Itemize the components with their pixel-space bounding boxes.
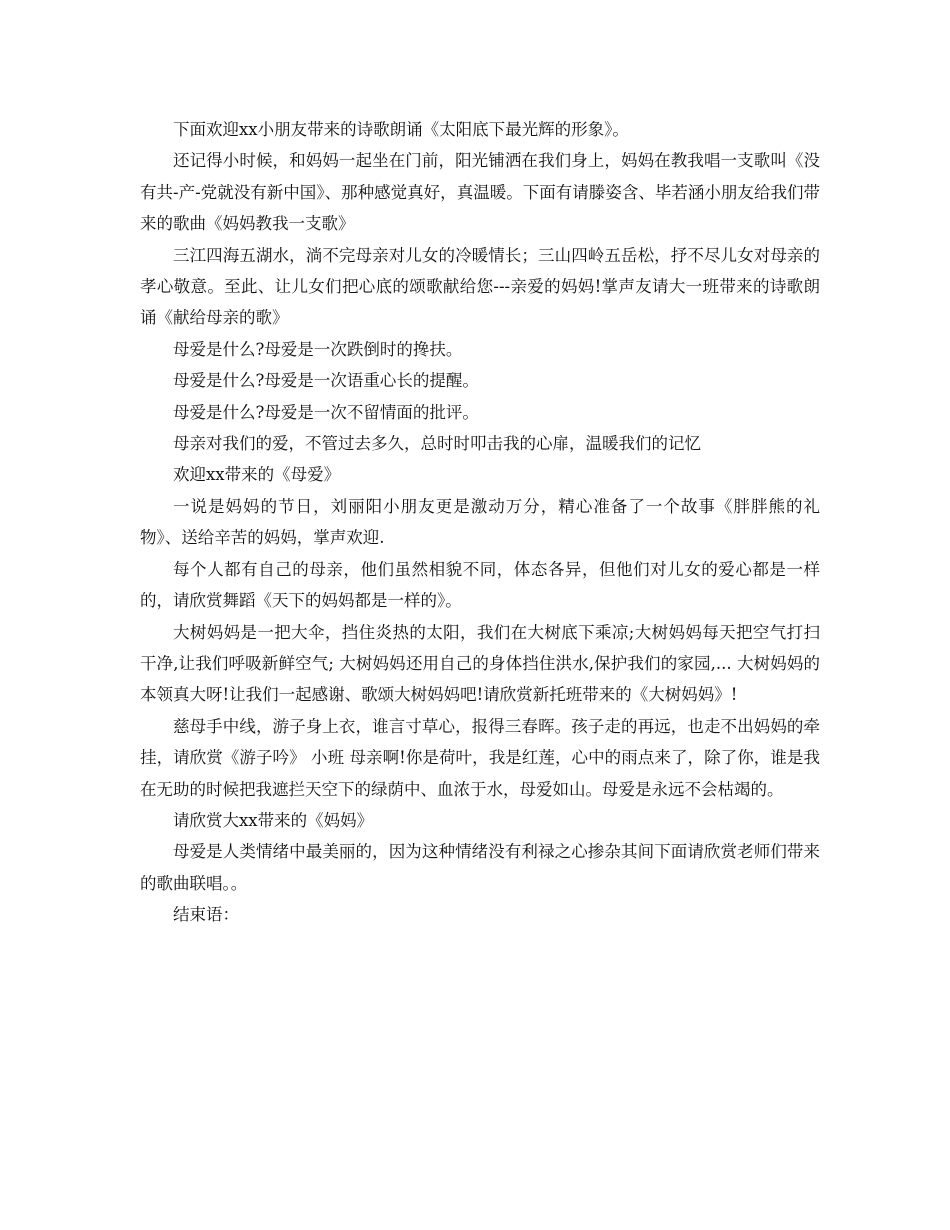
paragraph: 每个人都有自己的母亲，他们虽然相貌不同，体态各异，但他们对儿女的爱心都是一样的，请欣赏舞蹈《天下的妈妈都是一样的》。	[140, 559, 820, 611]
paragraph: 三江四海五湖水，淌不完母亲对儿女的冷暖情长；三山四岭五岳松，抒不尽儿女对母亲的孝心敬意。至此、让儿女们把心底的颂歌献给您---亲爱的妈妈!掌声友请大一班带来的诗歌朗诵《献给母亲的歌》	[140, 245, 820, 328]
closing-heading: 结束语：	[173, 905, 239, 925]
paragraph: 大树妈妈是一把大伞，挡住炎热的太阳，我们在大树底下乘凉;大树妈妈每天把空气打扫干净,让我们呼吸新鲜空气; 大树妈妈还用自己的身体挡住洪水,保护我们的家园,... 大树妈妈的本领真大呀!让我们一起感谢、歌颂大树妈妈吧!请欣赏新托班带来的《大树妈妈》!	[140, 622, 820, 705]
paragraph: 慈母手中线，游子身上衣，谁言寸草心，报得三春晖。孩子走的再远，也走不出妈妈的牵挂，请欣赏《游子吟》 小班 母亲啊!你是荷叶，我是红莲，心中的雨点来了，除了你，谁是我在无助的时候把我遮拦天空下的绿荫中、血浓于水，母爱如山。母爱是永远不会枯竭的。	[140, 716, 820, 799]
paragraph: 一说是妈妈的节日，刘丽阳小朋友更是激动万分，精心准备了一个故事《胖胖熊的礼物》、送给辛苦的妈妈，掌声欢迎.	[140, 496, 820, 548]
paragraph: 母爱是什么?母爱是一次语重心长的提醒。	[173, 371, 479, 391]
paragraph: 欢迎xx带来的《母爱》	[173, 465, 341, 485]
paragraph: 母爱是什么?母爱是一次不留情面的批评。	[173, 402, 479, 422]
paragraph: 母爱是人类情绪中最美丽的，因为这种情绪没有利禄之心掺杂其间下面请欣赏老师们带来的歌曲联唱。。	[140, 842, 820, 893]
paragraph: 下面欢迎xx小朋友带来的诗歌朗诵《太阳底下最光辉的形象》。	[173, 120, 629, 139]
document-body	[140, 114, 820, 931]
paragraph: 母亲对我们的爱，不管过去多久，总时时叩击我的心扉，温暖我们的记忆	[173, 434, 701, 454]
paragraph: 还记得小时候，和妈妈一起坐在门前，阳光铺洒在我们身上，妈妈在教我唱一支歌叫《没有共-产-党就没有新中国》、那种感觉真好，真温暖。下面有请滕姿含、毕若涵小朋友给我们带来的歌曲《妈妈教我一支歌》	[140, 151, 820, 234]
paragraph: 母爱是什么?母爱是一次跌倒时的搀扶。	[173, 339, 463, 359]
paragraph: 请欣赏大xx带来的《妈妈》	[173, 810, 374, 830]
